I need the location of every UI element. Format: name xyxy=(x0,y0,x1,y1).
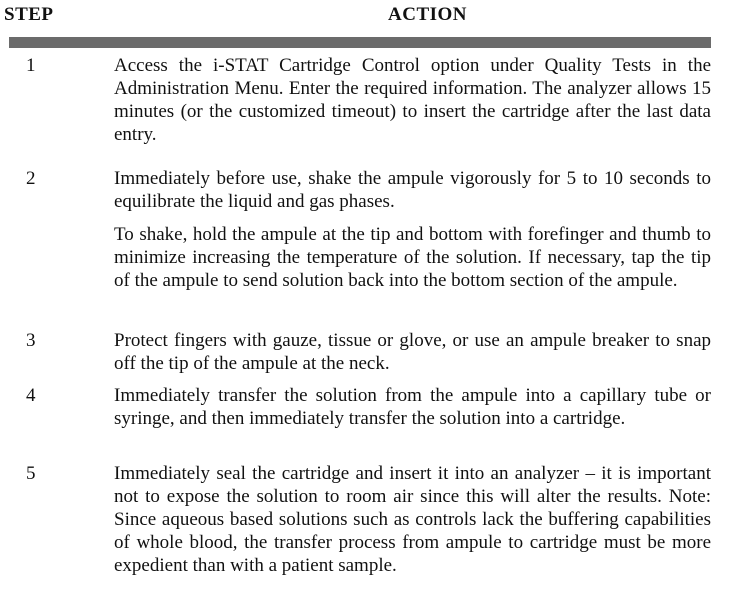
step-action-paragraph: Immediately before use, shake the ampule vigorously for 5 to 10 seconds to equilibrate the liquid and gas phases. xyxy=(114,168,711,212)
step-action-paragraph: To shake, hold the ampule at the tip and bottom with forefinger and thumb to minimize increasing the temperature of the solution. If necessary, tap the tip of the ampule to send solution back into the bottom section of the ampule. xyxy=(114,224,711,291)
step-number: 4 xyxy=(26,385,36,406)
step-row xyxy=(0,54,731,167)
step-action-paragraph: Immediately transfer the solution from the ampule into a capillary tube or syringe, and then immediately transfer the solution into a cartridge. xyxy=(114,385,711,429)
step-row xyxy=(0,329,731,384)
step-action xyxy=(114,167,711,292)
steps-table xyxy=(0,54,731,592)
step-action xyxy=(114,54,711,146)
table-header xyxy=(0,4,731,30)
step-action-paragraph: Protect fingers with gauze, tissue or glove, or use an ampule breaker to snap off the tip of the ampule at the neck. xyxy=(114,330,711,374)
step-action-paragraph: Immediately seal the cartridge and insert it into an analyzer – it is important not to expose the solution to room air since this will alter the results. Note: Since aqueous based solutions such as controls lack the buffering capabilities of whole blood, the transfer process from ampule to cartridge must be more expedient than with a patient sample. xyxy=(114,463,711,576)
header-divider xyxy=(9,37,711,48)
step-number: 3 xyxy=(26,330,36,351)
step-row xyxy=(0,384,731,462)
step-action xyxy=(114,384,711,430)
step-action xyxy=(114,329,711,375)
step-row xyxy=(0,462,731,592)
step-action-paragraph: Access the i-STAT Cartridge Control option under Quality Tests in the Administration Menu. Enter the required information. The analyzer allows 15 minutes (or the customized timeout) to insert the cartridge after the last data entry. xyxy=(114,55,711,145)
step-action xyxy=(114,462,711,577)
step-row xyxy=(0,167,731,329)
step-column-header: STEP xyxy=(4,4,54,25)
step-number: 2 xyxy=(26,168,36,189)
step-number: 5 xyxy=(26,463,36,484)
action-column-header: ACTION xyxy=(388,4,468,25)
step-number: 1 xyxy=(26,55,36,76)
